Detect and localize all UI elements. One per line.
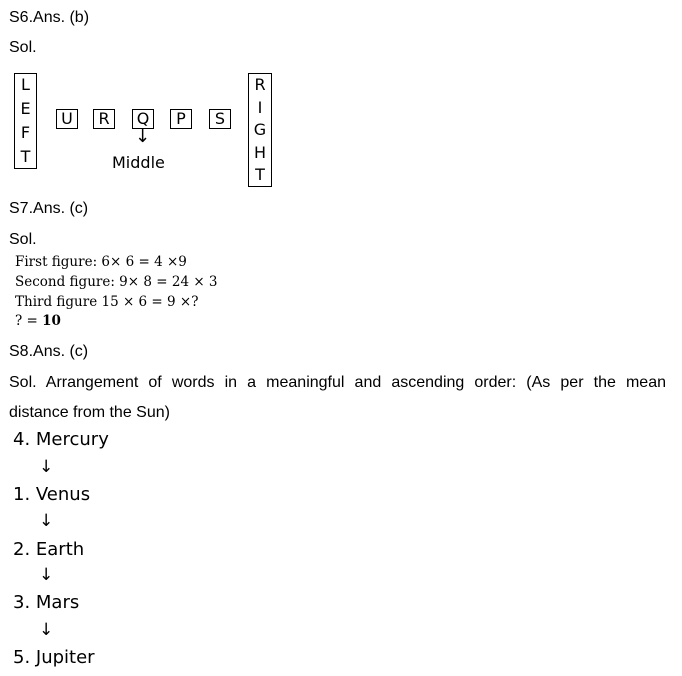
- middle-label: Middle: [112, 153, 165, 172]
- s7-line: Second figure: 9× 8 = 24 × 3: [15, 274, 218, 290]
- letter-box: S: [209, 109, 231, 129]
- left-letter: T: [20, 147, 31, 166]
- s7-result-value: 10: [42, 313, 61, 329]
- planet-item: 2. Earth: [13, 539, 85, 560]
- letter-box: P: [170, 109, 192, 129]
- left-letter: E: [20, 99, 31, 118]
- right-letter: I: [257, 97, 263, 117]
- planet-item: 4. Mercury: [13, 429, 109, 450]
- planet-item: 1. Venus: [13, 484, 91, 505]
- right-letter: G: [253, 120, 267, 139]
- down-arrow-icon: ↓: [39, 457, 54, 477]
- right-word-box: [248, 73, 272, 187]
- down-arrow-icon: ↓: [39, 620, 54, 640]
- s6-answer: S6.Ans. (b): [9, 9, 90, 26]
- s7-line: Third figure 15 × 6 = 9 ×?: [15, 294, 199, 310]
- s6-sol-label: Sol.: [9, 39, 37, 56]
- right-letter: T: [255, 165, 265, 184]
- left-letter: F: [20, 123, 31, 142]
- down-arrow-icon: ↓: [135, 126, 151, 147]
- s7-result: [15, 312, 61, 331]
- planet-item: 3. Mars: [13, 592, 80, 613]
- letter-box: U: [56, 109, 78, 129]
- down-arrow-icon: ↓: [39, 565, 54, 585]
- s8-answer: S8.Ans. (c): [9, 343, 89, 360]
- right-letter: H: [253, 142, 267, 162]
- right-letter: R: [254, 75, 266, 94]
- s7-result-prefix: ? =: [15, 313, 43, 329]
- down-arrow-icon: ↓: [39, 511, 54, 531]
- planet-item: 5. Jupiter: [13, 647, 95, 668]
- s7-answer: S7.Ans. (c): [9, 200, 89, 217]
- left-letter: L: [21, 75, 30, 94]
- s7-line: First figure: 6× 6 = 4 ×9: [15, 254, 187, 270]
- letter-box: Q: [132, 109, 154, 129]
- s8-sol-line: Sol. Arrangement of words in a meaningful and ascending order: (As per the mean: [9, 374, 666, 391]
- left-word-box: [14, 73, 37, 169]
- s8-sol-line: distance from the Sun): [9, 404, 170, 421]
- letter-box: R: [93, 109, 115, 129]
- s7-sol-label: Sol.: [9, 231, 37, 248]
